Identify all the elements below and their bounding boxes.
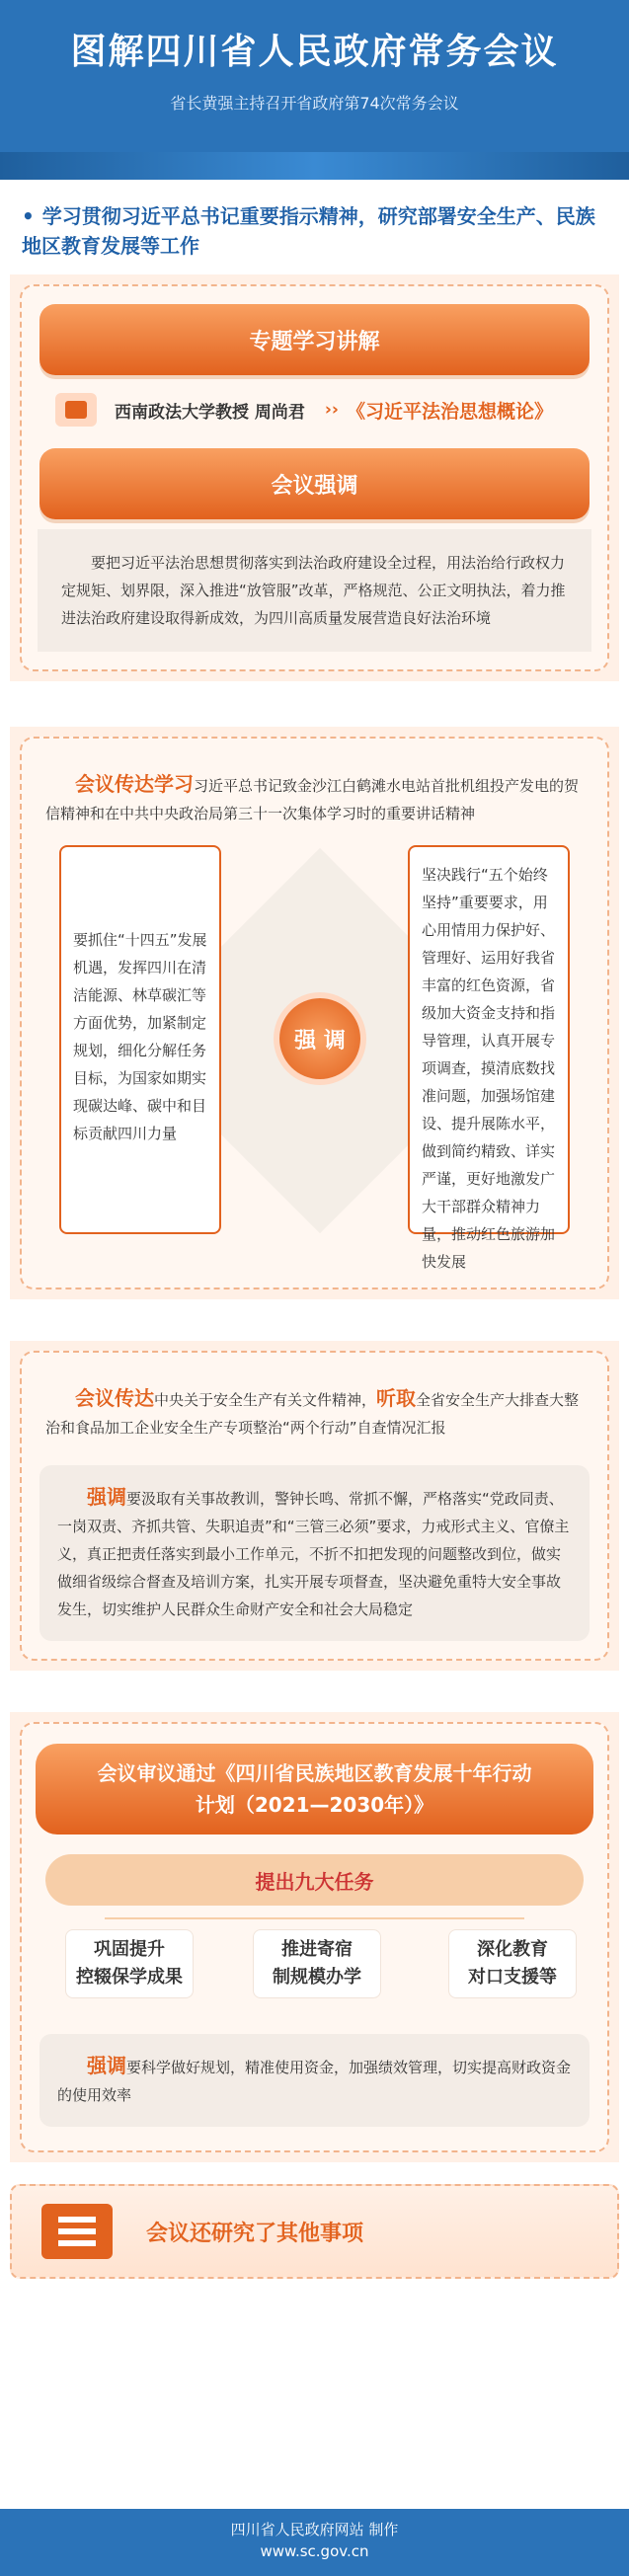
transmit2-label: 会议传达 — [75, 1386, 154, 1410]
task-item — [253, 1929, 381, 1998]
task-line: 对口支援等 — [468, 1967, 557, 1988]
emphasis-circle: 强 调 — [279, 998, 360, 1079]
nine-tasks-pill: 提出九大任务 — [45, 1854, 584, 1906]
emphasis-text: 要把习近平法治思想贯彻落实到法治政府建设全过程，用法治给行政权力定规矩、划界限，深入推进“放管服”改革，严格规范、公正文明执法，着力推进法治政府建设取得新成效，为四川高质量发展营造良好法治环境 — [38, 529, 591, 652]
left-emphasis-box: 要抓住“十四五”发展机遇，发挥四川在清洁能源、林草碳汇等方面优势，加紧制定规划，细化分解任务目标，为国家如期实现碳达峰、碳中和目标贡献四川力量 — [59, 845, 221, 1234]
teacher-row — [39, 375, 590, 438]
transmit-section-2 — [10, 1341, 619, 1671]
plan-emphasis-box — [39, 2034, 590, 2127]
transmit-paragraph-1 — [36, 756, 593, 827]
plan-emphasis-text — [57, 2052, 572, 2109]
page-title: 图解四川省人民政府常务会议 — [70, 31, 559, 72]
plan-emphasis-body: 要科学做好规划，精准使用资金，加强绩效管理，切实提高财政资金的使用效率 — [57, 2059, 572, 2104]
book-icon — [41, 2204, 113, 2259]
footer — [0, 2509, 629, 2576]
tasks-row — [36, 1906, 593, 2014]
transmit-paragraph-2 — [36, 1370, 593, 1442]
book-title: 《习近平法治思想概论》 — [346, 400, 553, 423]
task-line: 控辍保学成果 — [76, 1967, 183, 1988]
header — [0, 0, 629, 180]
emphasis-banner: 会议强调 — [39, 448, 590, 519]
task-item — [65, 1929, 194, 1998]
transmit-card-2 — [20, 1351, 609, 1661]
footer-credit: 四川省人民政府网站 制作 — [230, 2521, 399, 2538]
transmit-section-1 — [10, 727, 619, 1299]
bullet-icon: • — [22, 204, 35, 228]
transmit-card-1 — [20, 737, 609, 1289]
safety-emphasis-body: 要汲取有关事故教训，警钟长鸣、常抓不懈，严格落实“党政同责、一岗双责、齐抓共管、失职追责”和“三管三必须”要求，力戒形式主义、官僚主义，真正把责任落实到最小工作单元，不折不扣把发现的问题整改到位，做实做细省级综合督查及培训方案，扎实开展专项督查，坚决避免重特大安全事故发生，切实维护人民群众生命财产安全和社会大局稳定 — [57, 1490, 570, 1618]
task-line: 巩固提升 — [94, 1939, 165, 1960]
double-arrow-icon: ›› — [324, 400, 339, 420]
study-banner: 专题学习讲解 — [39, 304, 590, 375]
footer-url[interactable]: www.sc.gov.cn — [260, 2542, 369, 2560]
document-icon — [55, 393, 97, 427]
task-item — [448, 1929, 577, 1998]
task-line: 深化教育 — [477, 1939, 548, 1960]
intro-section — [22, 201, 611, 261]
transmit-text: 习近平总书记致金沙江白鹤滩水电站首批机组投产发电的贺信精神和在中共中央政治局第三十一次集体学习时的重要讲话精神 — [45, 777, 580, 822]
plan-banner-line2: 计划（2021—2030年）》 — [195, 1793, 434, 1817]
transmit2-text-a: 中央关于安全生产有关文件精神， — [154, 1391, 377, 1409]
transmit2-text-b: 全省安全生产大排查大整治和食品加工企业安全生产专项整治“两个行动”自查情况汇报 — [45, 1391, 580, 1437]
right-emphasis-box: 坚决践行“五个始终坚持”重要要求，用心用情用力保护好、管理好、运用好我省丰富的红色资源，省级加大资金支持和指导管理，认真开展专项调查，摸清底数找准问题，加强场馆建设、提升展陈水平，做到简约精致、详实严谨，更好地激发广大干部群众精神力量，推动红色旅游加快发展 — [408, 845, 570, 1234]
emphasis-diagram — [36, 845, 593, 1270]
plan-emphasis-label: 强调 — [87, 2054, 126, 2077]
task-line: 制规模办学 — [273, 1967, 361, 1988]
page-subtitle: 省长黄强主持召开省政府第74次常务会议 — [170, 94, 459, 113]
intro-text: 学习贯彻习近平总书记重要指示精神，研究部署安全生产、民族地区教育发展等工作 — [22, 204, 595, 258]
listen-label: 听取 — [376, 1386, 417, 1410]
study-card — [20, 284, 609, 671]
plan-card — [20, 1722, 609, 2152]
study-section — [10, 274, 619, 681]
plan-banner-line1: 会议审议通过《四川省民族地区教育发展十年行动 — [97, 1761, 532, 1785]
teacher-name: 西南政法大学教授 周尚君 — [115, 402, 305, 423]
other-matters-banner — [10, 2184, 619, 2279]
safety-emphasis-text — [57, 1483, 572, 1623]
plan-section — [10, 1712, 619, 2162]
task-line: 推进寄宿 — [281, 1939, 353, 1960]
safety-emphasis-box — [39, 1465, 590, 1641]
safety-emphasis-label: 强调 — [87, 1485, 126, 1509]
transmit-label: 会议传达学习 — [75, 772, 194, 796]
other-matters-label: 会议还研究了其他事项 — [146, 2221, 364, 2246]
plan-banner — [36, 1744, 593, 1834]
connector-line — [105, 1917, 524, 1919]
